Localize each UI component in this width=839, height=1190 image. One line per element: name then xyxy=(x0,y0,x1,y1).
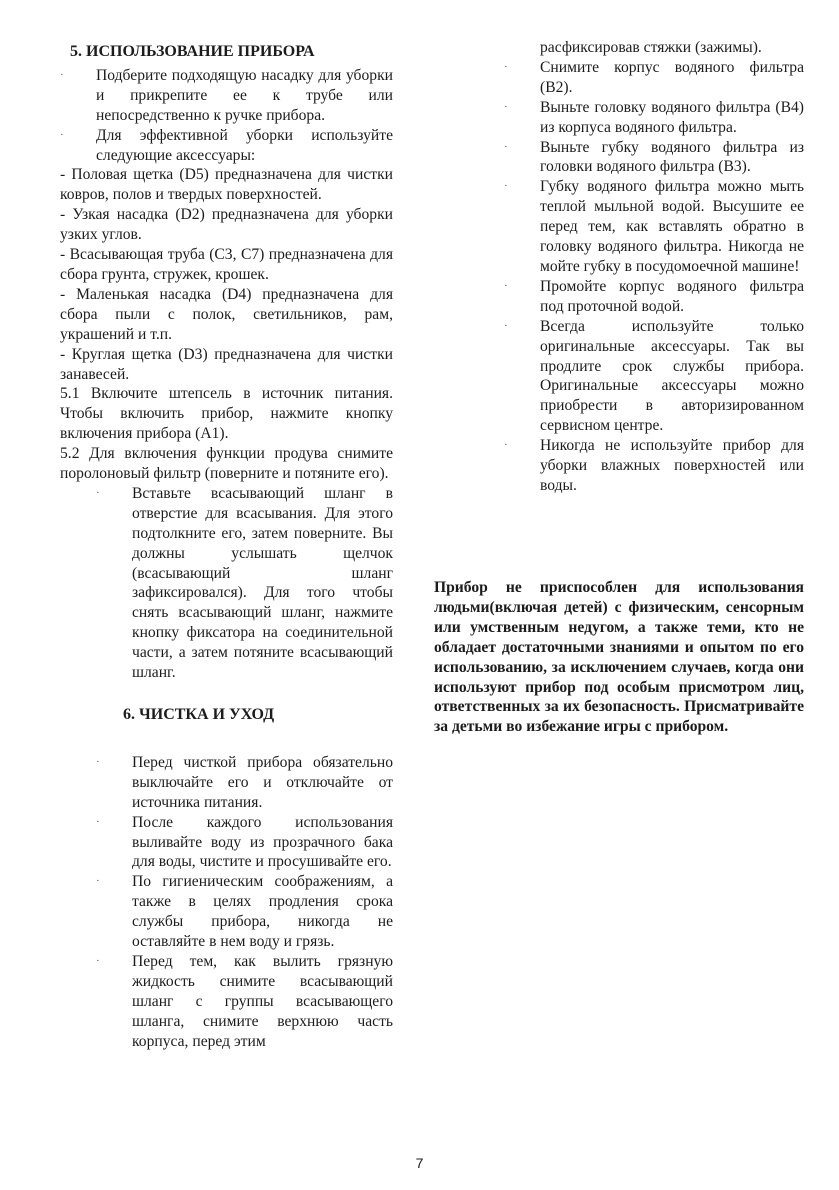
list-item xyxy=(504,98,804,138)
list-item xyxy=(60,872,393,952)
list-item xyxy=(60,952,393,1052)
section-5-title: 5. ИСПОЛЬЗОВАНИЕ ПРИБОРА xyxy=(70,43,315,60)
list-item xyxy=(60,484,393,683)
bullet-icon: · xyxy=(96,954,100,967)
bullet-icon: · xyxy=(96,755,100,768)
accessory-round-brush: - Круглая щетка (D3) предназначена для чистки занавесей. xyxy=(60,345,393,383)
list-item xyxy=(504,436,804,496)
list-item xyxy=(60,813,393,873)
bullet-text: Перед чисткой прибора обязательно выключайте его и отключайте от источника питания. xyxy=(132,753,393,811)
bullet-text: Перед тем, как вылить грязную жидкость снимите всасывающий шланг с группы всасывающего шланга, снимите верхнюю часть корпуса, перед этим xyxy=(132,952,393,1050)
bullet-text: Для эффективной уборки используйте следующие аксессуары: xyxy=(96,126,393,164)
safety-warning: Прибор не приспособлен для использования людьми(включая детей) с физическим, сенсорным или умственным недугом, а также теми, кто не обладает достаточными знаниями и опытом по его использованию, за исключением случаев, когда они используют прибор под особым присмотром лиц, ответственных за их безопасность. Присматривайте за детьми во избежание игры с прибором. xyxy=(434,579,804,736)
bullet-icon: · xyxy=(504,60,508,73)
bullet-text: Никогда не используйте прибор для уборки влажных поверхностей или воды. xyxy=(540,437,804,494)
left-column xyxy=(60,38,393,1052)
list-item xyxy=(60,753,393,813)
list-item xyxy=(504,317,804,436)
list-item xyxy=(60,126,393,166)
bullet-icon: · xyxy=(96,486,100,499)
list-item-continuation xyxy=(504,38,804,58)
accessory-small-nozzle: - Маленькая насадка (D4) предназначена для сбора пыли с полок, светильников, рам, украшений и т.п. xyxy=(60,285,393,343)
bullet-icon: · xyxy=(60,128,64,141)
list-item xyxy=(504,277,804,317)
continuation-text: расфиксировав стяжки (зажимы). xyxy=(540,39,762,56)
bullet-text: После каждого использования выливайте воду из прозрачного бака для воды, чистите и просушивайте его. xyxy=(132,813,393,871)
page-number: 7 xyxy=(415,1155,424,1171)
bullet-icon: · xyxy=(60,68,64,81)
list-item xyxy=(504,177,804,277)
bullet-icon: · xyxy=(96,875,100,888)
accessory-suction-tube: - Всасывающая труба (C3, C7) предназначена для сбора грунта, стружек, крошек. xyxy=(60,246,393,283)
accessory-floor-brush: - Половая щетка (D5) предназначена для чистки ковров, полов и твердых поверхностей. xyxy=(60,166,393,204)
accessory-crevice-nozzle: - Узкая насадка (D2) предназначена для уборки узких углов. xyxy=(60,206,393,244)
bullet-text: Промойте корпус водяного фильтра под проточной водой. xyxy=(540,277,804,315)
list-item xyxy=(60,66,393,126)
bullet-text: Подберите подходящую насадку для уборки и прикрепите ее к трубе или непосредственно к ручке прибора. xyxy=(96,66,393,124)
bullet-text: Губку водяного фильтра можно мыть теплой мыльной водой. Высушите ее перед тем, как вставлять обратно в головку водяного фильтра. Никогда не мойте губку в посудомоечной машине! xyxy=(540,178,804,275)
bullet-text: Выньте губку водяного фильтра из головки водяного фильтра (B3). xyxy=(540,138,804,176)
list-item xyxy=(504,138,804,178)
bullet-text: Снимите корпус водяного фильтра (B2). xyxy=(540,58,804,96)
bullet-text: Всегда используйте только оригинальные аксессуары. Так вы продлите срок службы прибора. Оригинальные аксессуары можно приобрести в авторизированном сервисном центре. xyxy=(540,317,804,435)
bullet-icon: · xyxy=(504,180,508,193)
hose-instructions: Вставьте всасывающий шланг в отверстие для всасывания. Для этого подтолкните его, затем поверните. Вы должны услышать щелчок (всасывающий шланг зафиксировался). Для того чтобы снять всасывающий шланг, нажмите кнопку фиксатора на соединительной части, а затем потяните всасывающий шланг. xyxy=(132,484,393,682)
bullet-icon: · xyxy=(504,140,508,153)
step-5-2: 5.2 Для включения функции продува снимите поролоновый фильтр (поверните и потяните его). xyxy=(60,445,393,483)
section-6-title: 6. ЧИСТКА И УХОД xyxy=(123,706,275,723)
list-item xyxy=(504,58,804,98)
bullet-text: Выньте головку водяного фильтра (B4) из корпуса водяного фильтра. xyxy=(540,98,804,136)
step-5-1: 5.1 Включите штепсель в источник питания. Чтобы включить прибор, нажмите кнопку включения прибора (A1). xyxy=(60,385,393,443)
bullet-icon: · xyxy=(504,100,508,113)
bullet-icon: · xyxy=(504,439,508,452)
bullet-text: По гигиеническим соображениям, а также в целях продления срока службы прибора, никогда не оставляйте в нем воду и грязь. xyxy=(132,873,393,951)
bullet-icon: · xyxy=(504,319,508,332)
bullet-icon: · xyxy=(96,815,100,828)
right-column xyxy=(504,38,804,496)
bullet-icon: · xyxy=(504,279,508,292)
